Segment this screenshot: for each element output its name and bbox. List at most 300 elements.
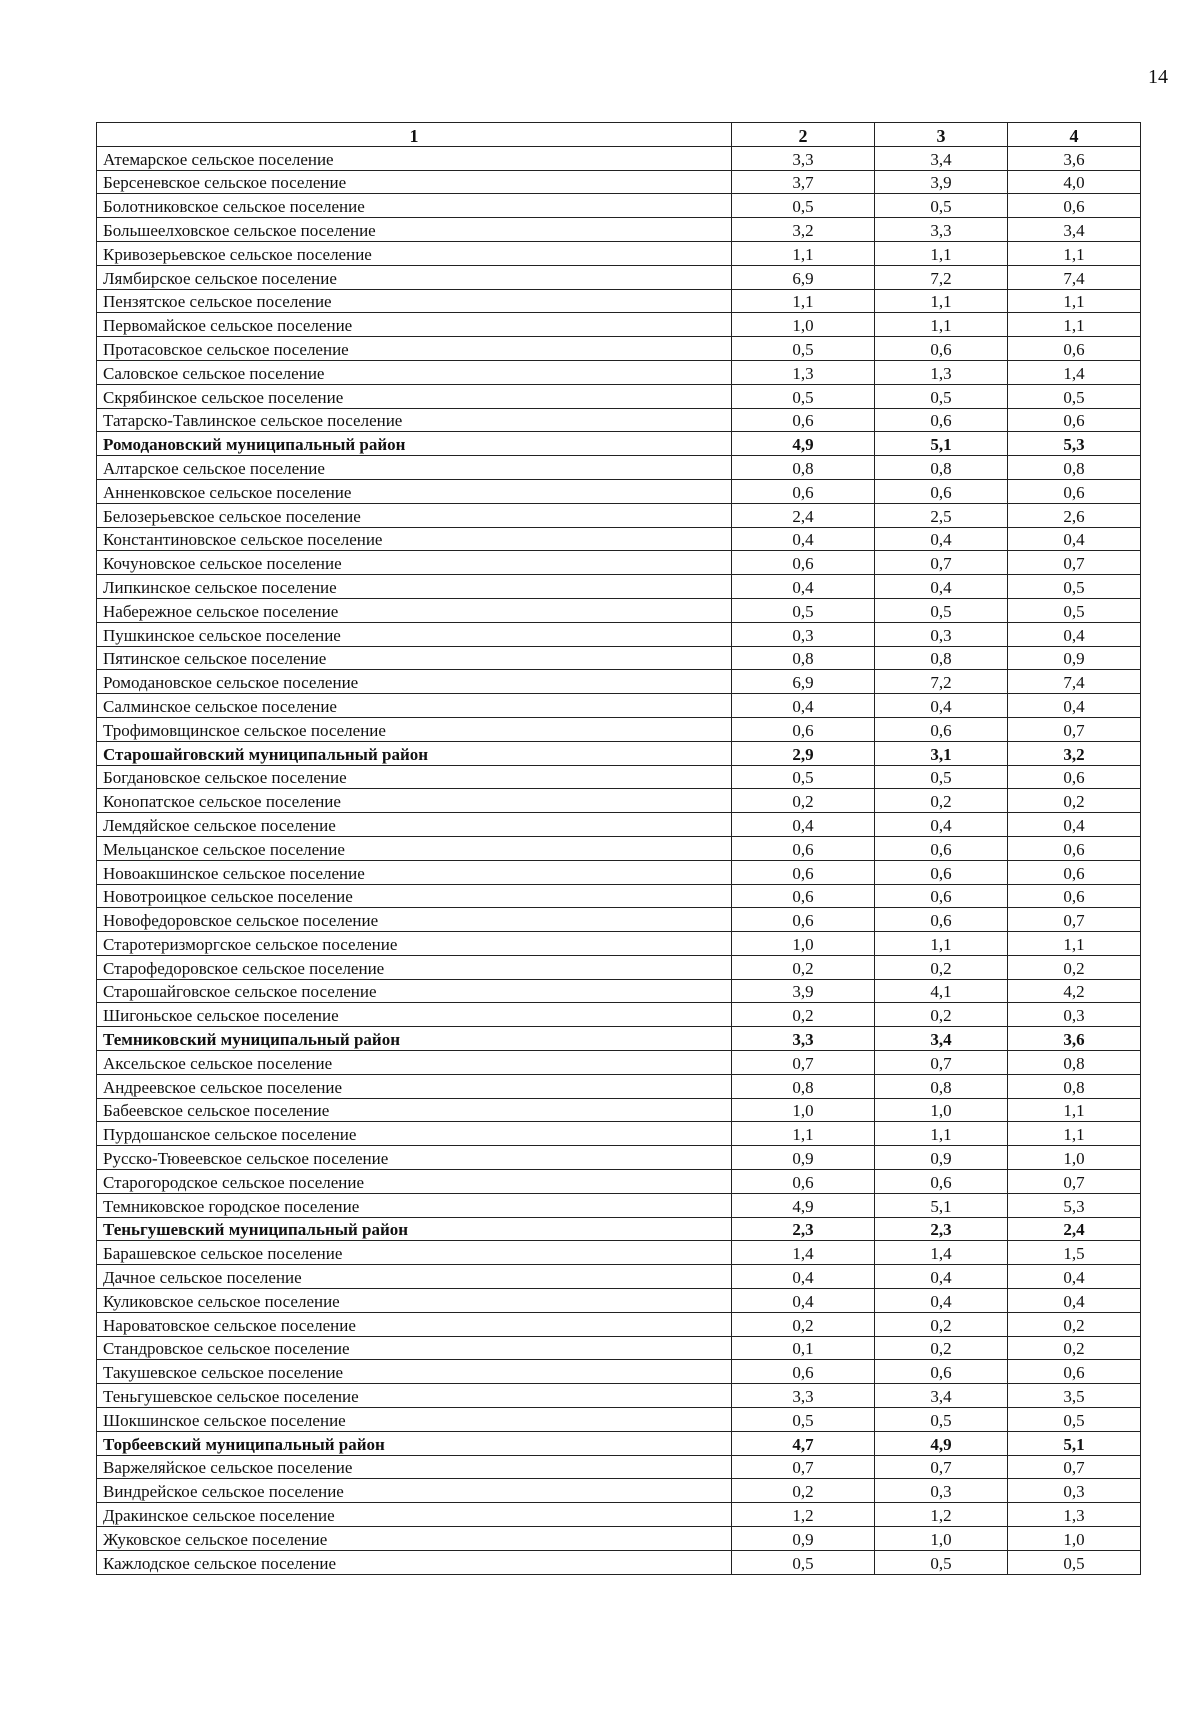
value-col3-cell: 7,2 xyxy=(875,265,1008,289)
value-col2-cell: 0,4 xyxy=(732,575,875,599)
row-name-cell: Лемдяйское сельское поселение xyxy=(97,813,732,837)
table-row xyxy=(97,598,1141,622)
value-col2-cell: 0,6 xyxy=(732,479,875,503)
row-name-cell: Трофимовщинское сельское поселение xyxy=(97,717,732,741)
value-col3-cell: 3,3 xyxy=(875,218,1008,242)
row-name-cell: Белозерьевское сельское поселение xyxy=(97,503,732,527)
value-col2-cell: 0,2 xyxy=(732,955,875,979)
value-col2-cell: 6,9 xyxy=(732,265,875,289)
value-col2-cell: 4,9 xyxy=(732,1193,875,1217)
value-col2-cell: 0,6 xyxy=(732,551,875,575)
value-col2-cell: 2,4 xyxy=(732,503,875,527)
row-name-cell: Липкинское сельское поселение xyxy=(97,575,732,599)
value-col3-cell: 0,5 xyxy=(875,1550,1008,1574)
value-col3-cell: 1,1 xyxy=(875,1122,1008,1146)
value-col2-cell: 1,1 xyxy=(732,1122,875,1146)
value-col3-cell: 1,1 xyxy=(875,289,1008,313)
page-number: 14 xyxy=(1148,66,1168,88)
table-row xyxy=(97,836,1141,860)
value-col4-cell: 3,4 xyxy=(1008,218,1141,242)
row-name-cell: Стандровское сельское поселение xyxy=(97,1336,732,1360)
value-col4-cell: 0,5 xyxy=(1008,598,1141,622)
table-row xyxy=(97,860,1141,884)
value-col4-cell: 0,2 xyxy=(1008,789,1141,813)
value-col4-cell: 0,5 xyxy=(1008,1408,1141,1432)
value-col4-cell: 3,2 xyxy=(1008,741,1141,765)
value-col4-cell: 0,6 xyxy=(1008,408,1141,432)
value-col4-cell: 0,5 xyxy=(1008,384,1141,408)
value-col3-cell: 1,0 xyxy=(875,1098,1008,1122)
table-row xyxy=(97,170,1141,194)
table-row xyxy=(97,1170,1141,1194)
value-col2-cell: 0,4 xyxy=(732,813,875,837)
value-col2-cell: 1,3 xyxy=(732,360,875,384)
table-row xyxy=(97,575,1141,599)
row-name-cell: Новотроицкое сельское поселение xyxy=(97,884,732,908)
value-col3-cell: 2,3 xyxy=(875,1217,1008,1241)
table-row xyxy=(97,908,1141,932)
value-col3-cell: 4,1 xyxy=(875,979,1008,1003)
table-row xyxy=(97,789,1141,813)
value-col2-cell: 0,9 xyxy=(732,1527,875,1551)
value-col2-cell: 0,6 xyxy=(732,1170,875,1194)
value-col3-cell: 0,5 xyxy=(875,765,1008,789)
table-row xyxy=(97,1074,1141,1098)
table-row xyxy=(97,1360,1141,1384)
value-col3-cell: 0,5 xyxy=(875,384,1008,408)
row-name-cell: Теньгушевский муниципальный район xyxy=(97,1217,732,1241)
table-row xyxy=(97,408,1141,432)
row-name-cell: Конопатское сельское поселение xyxy=(97,789,732,813)
row-name-cell: Богдановское сельское поселение xyxy=(97,765,732,789)
value-col3-cell: 1,2 xyxy=(875,1503,1008,1527)
value-col4-cell: 4,2 xyxy=(1008,979,1141,1003)
value-col4-cell: 0,6 xyxy=(1008,194,1141,218)
value-col4-cell: 5,1 xyxy=(1008,1431,1141,1455)
table-row xyxy=(97,551,1141,575)
table-row xyxy=(97,479,1141,503)
district-row xyxy=(97,1431,1141,1455)
value-col4-cell: 1,1 xyxy=(1008,241,1141,265)
value-col3-cell: 0,2 xyxy=(875,1336,1008,1360)
value-col3-cell: 0,6 xyxy=(875,408,1008,432)
table-row xyxy=(97,1527,1141,1551)
table-row xyxy=(97,1098,1141,1122)
value-col4-cell: 0,8 xyxy=(1008,456,1141,480)
table-row xyxy=(97,1265,1141,1289)
table-row xyxy=(97,765,1141,789)
value-col4-cell: 1,0 xyxy=(1008,1146,1141,1170)
row-name-cell: Пятинское сельское поселение xyxy=(97,646,732,670)
row-name-cell: Ромодановский муниципальный район xyxy=(97,432,732,456)
row-name-cell: Теньгушевское сельское поселение xyxy=(97,1384,732,1408)
value-col4-cell: 1,1 xyxy=(1008,313,1141,337)
value-col4-cell: 1,3 xyxy=(1008,1503,1141,1527)
table-row xyxy=(97,360,1141,384)
value-col4-cell: 7,4 xyxy=(1008,265,1141,289)
table-row xyxy=(97,146,1141,170)
value-col3-cell: 4,9 xyxy=(875,1431,1008,1455)
row-name-cell: Старошайговское сельское поселение xyxy=(97,979,732,1003)
row-name-cell: Набережное сельское поселение xyxy=(97,598,732,622)
value-col3-cell: 0,6 xyxy=(875,1170,1008,1194)
value-col2-cell: 1,0 xyxy=(732,1098,875,1122)
value-col4-cell: 0,5 xyxy=(1008,575,1141,599)
column-header-2: 2 xyxy=(732,123,875,147)
value-col3-cell: 0,8 xyxy=(875,1074,1008,1098)
data-table xyxy=(96,122,1141,1575)
value-col4-cell: 1,1 xyxy=(1008,1122,1141,1146)
value-col4-cell: 0,9 xyxy=(1008,646,1141,670)
row-name-cell: Пензятское сельское поселение xyxy=(97,289,732,313)
row-name-cell: Бабеевское сельское поселение xyxy=(97,1098,732,1122)
value-col3-cell: 2,5 xyxy=(875,503,1008,527)
value-col4-cell: 0,3 xyxy=(1008,1003,1141,1027)
value-col4-cell: 0,4 xyxy=(1008,1289,1141,1313)
value-col3-cell: 0,8 xyxy=(875,646,1008,670)
table-row xyxy=(97,932,1141,956)
row-name-cell: Старошайговский муниципальный район xyxy=(97,741,732,765)
value-col4-cell: 0,6 xyxy=(1008,337,1141,361)
value-col2-cell: 3,9 xyxy=(732,979,875,1003)
value-col3-cell: 0,6 xyxy=(875,1360,1008,1384)
value-col3-cell: 0,9 xyxy=(875,1146,1008,1170)
row-name-cell: Темниковское городское поселение xyxy=(97,1193,732,1217)
value-col4-cell: 3,5 xyxy=(1008,1384,1141,1408)
value-col4-cell: 0,8 xyxy=(1008,1051,1141,1075)
row-name-cell: Дракинское сельское поселение xyxy=(97,1503,732,1527)
row-name-cell: Большеелховское сельское поселение xyxy=(97,218,732,242)
table-row xyxy=(97,1384,1141,1408)
value-col3-cell: 5,1 xyxy=(875,1193,1008,1217)
value-col4-cell: 0,6 xyxy=(1008,479,1141,503)
value-col2-cell: 2,3 xyxy=(732,1217,875,1241)
row-name-cell: Старофедоровское сельское поселение xyxy=(97,955,732,979)
table-row xyxy=(97,1122,1141,1146)
value-col2-cell: 3,2 xyxy=(732,218,875,242)
value-col2-cell: 0,5 xyxy=(732,1550,875,1574)
value-col3-cell: 0,2 xyxy=(875,789,1008,813)
value-col3-cell: 0,5 xyxy=(875,598,1008,622)
table-row xyxy=(97,289,1141,313)
row-name-cell: Старотеризморгское сельское поселение xyxy=(97,932,732,956)
table-row xyxy=(97,813,1141,837)
table-row xyxy=(97,456,1141,480)
value-col4-cell: 3,6 xyxy=(1008,1027,1141,1051)
column-header-1: 1 xyxy=(97,123,732,147)
table-row xyxy=(97,1479,1141,1503)
value-col3-cell: 3,4 xyxy=(875,146,1008,170)
value-col4-cell: 0,2 xyxy=(1008,1312,1141,1336)
table-row xyxy=(97,1193,1141,1217)
table-row xyxy=(97,979,1141,1003)
row-name-cell: Торбеевский муниципальный район xyxy=(97,1431,732,1455)
value-col4-cell: 0,7 xyxy=(1008,551,1141,575)
district-row xyxy=(97,1217,1141,1241)
value-col3-cell: 0,6 xyxy=(875,337,1008,361)
table-row xyxy=(97,313,1141,337)
table-row xyxy=(97,670,1141,694)
value-col2-cell: 6,9 xyxy=(732,670,875,694)
value-col2-cell: 0,4 xyxy=(732,694,875,718)
value-col2-cell: 3,3 xyxy=(732,1027,875,1051)
value-col2-cell: 0,3 xyxy=(732,622,875,646)
table-row xyxy=(97,1051,1141,1075)
row-name-cell: Саловское сельское поселение xyxy=(97,360,732,384)
row-name-cell: Жуковское сельское поселение xyxy=(97,1527,732,1551)
value-col4-cell: 0,7 xyxy=(1008,1170,1141,1194)
value-col4-cell: 0,2 xyxy=(1008,1336,1141,1360)
value-col2-cell: 1,1 xyxy=(732,241,875,265)
value-col3-cell: 1,1 xyxy=(875,932,1008,956)
row-name-cell: Салминское сельское поселение xyxy=(97,694,732,718)
value-col4-cell: 0,7 xyxy=(1008,908,1141,932)
value-col4-cell: 0,7 xyxy=(1008,1455,1141,1479)
value-col3-cell: 3,4 xyxy=(875,1027,1008,1051)
value-col2-cell: 1,4 xyxy=(732,1241,875,1265)
value-col3-cell: 0,7 xyxy=(875,1051,1008,1075)
value-col2-cell: 0,4 xyxy=(732,1265,875,1289)
value-col3-cell: 0,5 xyxy=(875,1408,1008,1432)
table-row xyxy=(97,218,1141,242)
value-col3-cell: 0,4 xyxy=(875,575,1008,599)
row-name-cell: Татарско-Тавлинское сельское поселение xyxy=(97,408,732,432)
value-col4-cell: 0,2 xyxy=(1008,955,1141,979)
row-name-cell: Куликовское сельское поселение xyxy=(97,1289,732,1313)
row-name-cell: Кочуновское сельское поселение xyxy=(97,551,732,575)
row-name-cell: Шигоньское сельское поселение xyxy=(97,1003,732,1027)
value-col3-cell: 0,2 xyxy=(875,955,1008,979)
value-col2-cell: 4,7 xyxy=(732,1431,875,1455)
column-header-3: 3 xyxy=(875,123,1008,147)
row-name-cell: Такушевское сельское поселение xyxy=(97,1360,732,1384)
table-row xyxy=(97,1289,1141,1313)
table-row xyxy=(97,194,1141,218)
row-name-cell: Шокшинское сельское поселение xyxy=(97,1408,732,1432)
value-col3-cell: 3,4 xyxy=(875,1384,1008,1408)
value-col2-cell: 0,5 xyxy=(732,598,875,622)
table-row xyxy=(97,1550,1141,1574)
value-col3-cell: 0,4 xyxy=(875,1289,1008,1313)
row-name-cell: Атемарское сельское поселение xyxy=(97,146,732,170)
value-col4-cell: 0,4 xyxy=(1008,527,1141,551)
value-col3-cell: 0,4 xyxy=(875,1265,1008,1289)
value-col2-cell: 0,6 xyxy=(732,908,875,932)
value-col4-cell: 7,4 xyxy=(1008,670,1141,694)
value-col4-cell: 3,6 xyxy=(1008,146,1141,170)
row-name-cell: Первомайское сельское поселение xyxy=(97,313,732,337)
value-col2-cell: 3,3 xyxy=(732,146,875,170)
value-col3-cell: 0,5 xyxy=(875,194,1008,218)
value-col3-cell: 0,6 xyxy=(875,908,1008,932)
value-col4-cell: 0,4 xyxy=(1008,1265,1141,1289)
value-col3-cell: 0,4 xyxy=(875,527,1008,551)
value-col2-cell: 0,6 xyxy=(732,408,875,432)
table-row xyxy=(97,1003,1141,1027)
value-col2-cell: 0,6 xyxy=(732,860,875,884)
table-row xyxy=(97,503,1141,527)
value-col2-cell: 0,2 xyxy=(732,789,875,813)
value-col4-cell: 0,6 xyxy=(1008,884,1141,908)
value-col4-cell: 1,1 xyxy=(1008,1098,1141,1122)
row-name-cell: Мельцанское сельское поселение xyxy=(97,836,732,860)
table-row xyxy=(97,1146,1141,1170)
value-col4-cell: 0,6 xyxy=(1008,860,1141,884)
row-name-cell: Алтарское сельское поселение xyxy=(97,456,732,480)
value-col4-cell: 1,1 xyxy=(1008,932,1141,956)
district-row xyxy=(97,432,1141,456)
column-header-4: 4 xyxy=(1008,123,1141,147)
value-col2-cell: 0,9 xyxy=(732,1146,875,1170)
value-col4-cell: 0,4 xyxy=(1008,622,1141,646)
value-col2-cell: 0,4 xyxy=(732,1289,875,1313)
row-name-cell: Анненковское сельское поселение xyxy=(97,479,732,503)
value-col2-cell: 3,7 xyxy=(732,170,875,194)
district-row xyxy=(97,1027,1141,1051)
value-col2-cell: 0,8 xyxy=(732,646,875,670)
value-col3-cell: 5,1 xyxy=(875,432,1008,456)
row-name-cell: Новоакшинское сельское поселение xyxy=(97,860,732,884)
value-col4-cell: 0,3 xyxy=(1008,1479,1141,1503)
table-row xyxy=(97,694,1141,718)
value-col2-cell: 0,5 xyxy=(732,765,875,789)
row-name-cell: Виндрейское сельское поселение xyxy=(97,1479,732,1503)
value-col3-cell: 3,1 xyxy=(875,741,1008,765)
value-col4-cell: 4,0 xyxy=(1008,170,1141,194)
value-col3-cell: 0,3 xyxy=(875,622,1008,646)
header-row xyxy=(97,123,1141,147)
value-col4-cell: 0,4 xyxy=(1008,694,1141,718)
value-col3-cell: 0,2 xyxy=(875,1312,1008,1336)
value-col3-cell: 0,3 xyxy=(875,1479,1008,1503)
row-name-cell: Лямбирское сельское поселение xyxy=(97,265,732,289)
district-row xyxy=(97,741,1141,765)
value-col3-cell: 0,7 xyxy=(875,1455,1008,1479)
row-name-cell: Андреевское сельское поселение xyxy=(97,1074,732,1098)
table-row xyxy=(97,1241,1141,1265)
row-name-cell: Болотниковское сельское поселение xyxy=(97,194,732,218)
value-col4-cell: 2,4 xyxy=(1008,1217,1141,1241)
row-name-cell: Скрябинское сельское поселение xyxy=(97,384,732,408)
value-col4-cell: 0,4 xyxy=(1008,813,1141,837)
value-col2-cell: 0,1 xyxy=(732,1336,875,1360)
table-row xyxy=(97,955,1141,979)
row-name-cell: Ромодановское сельское поселение xyxy=(97,670,732,694)
value-col3-cell: 3,9 xyxy=(875,170,1008,194)
row-name-cell: Русско-Тювеевское сельское поселение xyxy=(97,1146,732,1170)
value-col2-cell: 0,2 xyxy=(732,1479,875,1503)
value-col2-cell: 4,9 xyxy=(732,432,875,456)
value-col2-cell: 0,5 xyxy=(732,194,875,218)
value-col3-cell: 0,8 xyxy=(875,456,1008,480)
value-col2-cell: 0,6 xyxy=(732,884,875,908)
value-col2-cell: 0,5 xyxy=(732,1408,875,1432)
value-col4-cell: 1,0 xyxy=(1008,1527,1141,1551)
value-col4-cell: 0,5 xyxy=(1008,1550,1141,1574)
row-name-cell: Аксельское сельское поселение xyxy=(97,1051,732,1075)
value-col2-cell: 0,2 xyxy=(732,1312,875,1336)
table-row xyxy=(97,717,1141,741)
value-col4-cell: 0,6 xyxy=(1008,765,1141,789)
value-col4-cell: 0,7 xyxy=(1008,717,1141,741)
row-name-cell: Кажлодское сельское поселение xyxy=(97,1550,732,1574)
value-col3-cell: 1,1 xyxy=(875,313,1008,337)
row-name-cell: Темниковский муниципальный район xyxy=(97,1027,732,1051)
row-name-cell: Кривозерьевское сельское поселение xyxy=(97,241,732,265)
table-row xyxy=(97,646,1141,670)
value-col4-cell: 0,6 xyxy=(1008,836,1141,860)
value-col3-cell: 0,2 xyxy=(875,1003,1008,1027)
row-name-cell: Старогородское сельское поселение xyxy=(97,1170,732,1194)
value-col2-cell: 0,8 xyxy=(732,1074,875,1098)
row-name-cell: Константиновское сельское поселение xyxy=(97,527,732,551)
table-row xyxy=(97,884,1141,908)
value-col2-cell: 1,2 xyxy=(732,1503,875,1527)
table-row xyxy=(97,1408,1141,1432)
row-name-cell: Дачное сельское поселение xyxy=(97,1265,732,1289)
row-name-cell: Нароватовское сельское поселение xyxy=(97,1312,732,1336)
table-row xyxy=(97,384,1141,408)
table-row xyxy=(97,1312,1141,1336)
value-col3-cell: 1,4 xyxy=(875,1241,1008,1265)
value-col2-cell: 0,5 xyxy=(732,337,875,361)
row-name-cell: Барашевское сельское поселение xyxy=(97,1241,732,1265)
value-col2-cell: 0,4 xyxy=(732,527,875,551)
value-col3-cell: 1,3 xyxy=(875,360,1008,384)
table-row xyxy=(97,1336,1141,1360)
value-col2-cell: 1,0 xyxy=(732,932,875,956)
value-col4-cell: 5,3 xyxy=(1008,1193,1141,1217)
value-col2-cell: 1,1 xyxy=(732,289,875,313)
value-col2-cell: 0,6 xyxy=(732,836,875,860)
table-row xyxy=(97,1503,1141,1527)
value-col3-cell: 1,1 xyxy=(875,241,1008,265)
value-col2-cell: 2,9 xyxy=(732,741,875,765)
row-name-cell: Пушкинское сельское поселение xyxy=(97,622,732,646)
row-name-cell: Новофедоровское сельское поселение xyxy=(97,908,732,932)
value-col2-cell: 0,5 xyxy=(732,384,875,408)
value-col3-cell: 0,7 xyxy=(875,551,1008,575)
value-col2-cell: 0,7 xyxy=(732,1455,875,1479)
value-col2-cell: 0,6 xyxy=(732,1360,875,1384)
value-col3-cell: 0,6 xyxy=(875,836,1008,860)
table-row xyxy=(97,622,1141,646)
value-col4-cell: 1,1 xyxy=(1008,289,1141,313)
row-name-cell: Берсеневское сельское поселение xyxy=(97,170,732,194)
value-col3-cell: 0,6 xyxy=(875,860,1008,884)
value-col2-cell: 0,6 xyxy=(732,717,875,741)
row-name-cell: Пурдошанское сельское поселение xyxy=(97,1122,732,1146)
value-col4-cell: 1,5 xyxy=(1008,1241,1141,1265)
value-col4-cell: 2,6 xyxy=(1008,503,1141,527)
table-row xyxy=(97,241,1141,265)
value-col2-cell: 1,0 xyxy=(732,313,875,337)
row-name-cell: Варжеляйское сельское поселение xyxy=(97,1455,732,1479)
value-col2-cell: 3,3 xyxy=(732,1384,875,1408)
value-col3-cell: 0,4 xyxy=(875,694,1008,718)
value-col3-cell: 0,4 xyxy=(875,813,1008,837)
value-col3-cell: 0,6 xyxy=(875,717,1008,741)
table-row xyxy=(97,265,1141,289)
value-col4-cell: 0,8 xyxy=(1008,1074,1141,1098)
value-col4-cell: 5,3 xyxy=(1008,432,1141,456)
value-col3-cell: 7,2 xyxy=(875,670,1008,694)
table-row xyxy=(97,1455,1141,1479)
value-col3-cell: 0,6 xyxy=(875,479,1008,503)
value-col2-cell: 0,2 xyxy=(732,1003,875,1027)
row-name-cell: Протасовское сельское поселение xyxy=(97,337,732,361)
value-col4-cell: 1,4 xyxy=(1008,360,1141,384)
